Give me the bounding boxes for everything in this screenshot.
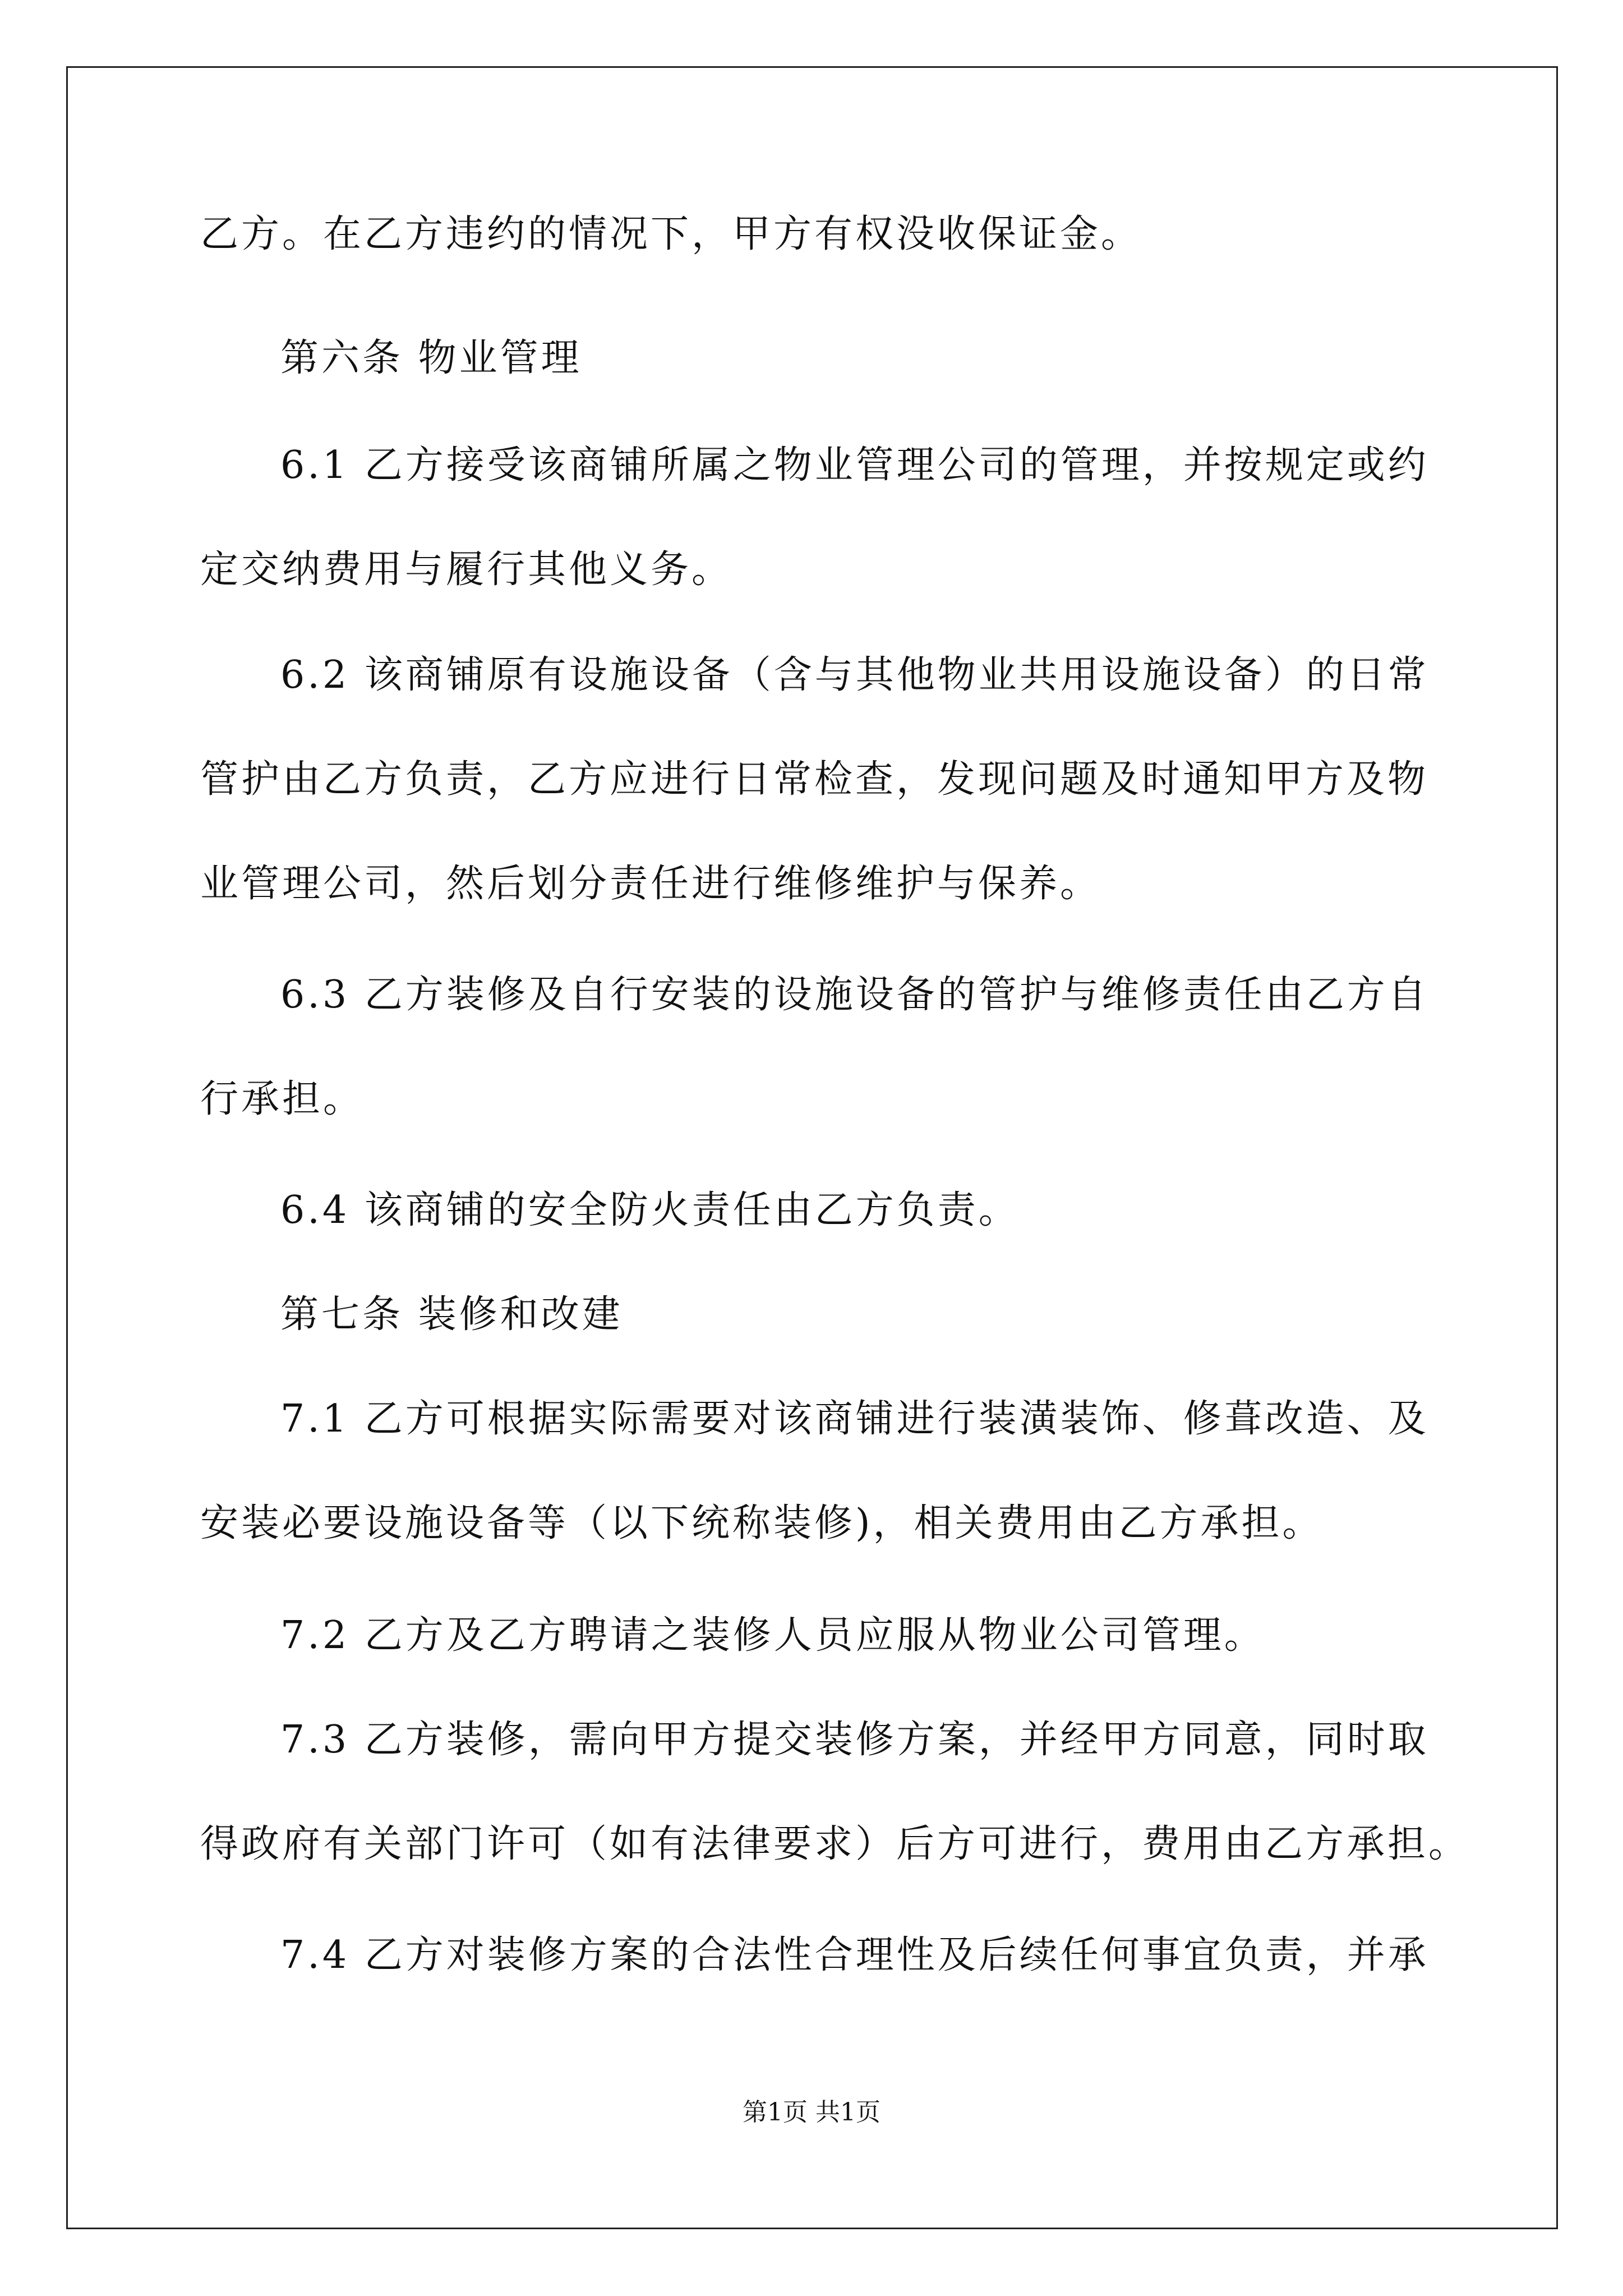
paragraph-line: 7.3 乙方装修，需向甲方提交装修方案，并经甲方同意，同时取 — [280, 1718, 1429, 1762]
page-border — [66, 66, 1558, 2229]
paragraph-line: 6.3 乙方装修及自行安装的设施设备的管护与维修责任由乙方自 — [280, 973, 1429, 1017]
article-heading: 第七条 装修和改建 — [280, 1292, 623, 1337]
paragraph-line: 行承担。 — [200, 1077, 365, 1121]
paragraph-line: 安装必要设施设备等（以下统称装修)，相关费用由乙方承担。 — [200, 1501, 1324, 1545]
paragraph-line: 6.2 该商铺原有设施设备（含与其他物业共用设施设备）的日常 — [280, 653, 1429, 697]
paragraph-line: 管护由乙方负责，乙方应进行日常检查，发现问题及时通知甲方及物 — [200, 757, 1429, 802]
paragraph-line: 定交纳费用与履行其他义务。 — [200, 547, 733, 592]
paragraph-line: 6.4 该商铺的安全防火责任由乙方负责。 — [280, 1188, 1020, 1232]
paragraph-line: 业管理公司，然后划分责任进行维修维护与保养。 — [200, 862, 1101, 906]
paragraph-line: 7.1 乙方可根据实际需要对该商铺进行装潢装饰、修葺改造、及 — [280, 1397, 1429, 1441]
paragraph-line: 7.4 乙方对装修方案的合法性合理性及后续任何事宜负责，并承 — [280, 1933, 1429, 1977]
article-heading: 第六条 物业管理 — [280, 336, 582, 380]
paragraph-line: 乙方。在乙方违约的情况下，甲方有权没收保证金。 — [200, 212, 1142, 256]
paragraph-line: 7.2 乙方及乙方聘请之装修人员应服从物业公司管理。 — [280, 1613, 1265, 1658]
paragraph-line: 得政府有关部门许可（如有法律要求）后方可进行，费用由乙方承担。 — [200, 1822, 1470, 1866]
paragraph-line: 6.1 乙方接受该商铺所属之物业管理公司的管理，并按规定或约 — [280, 443, 1429, 487]
page-footer: 第1页 共1页 — [743, 2098, 880, 2127]
